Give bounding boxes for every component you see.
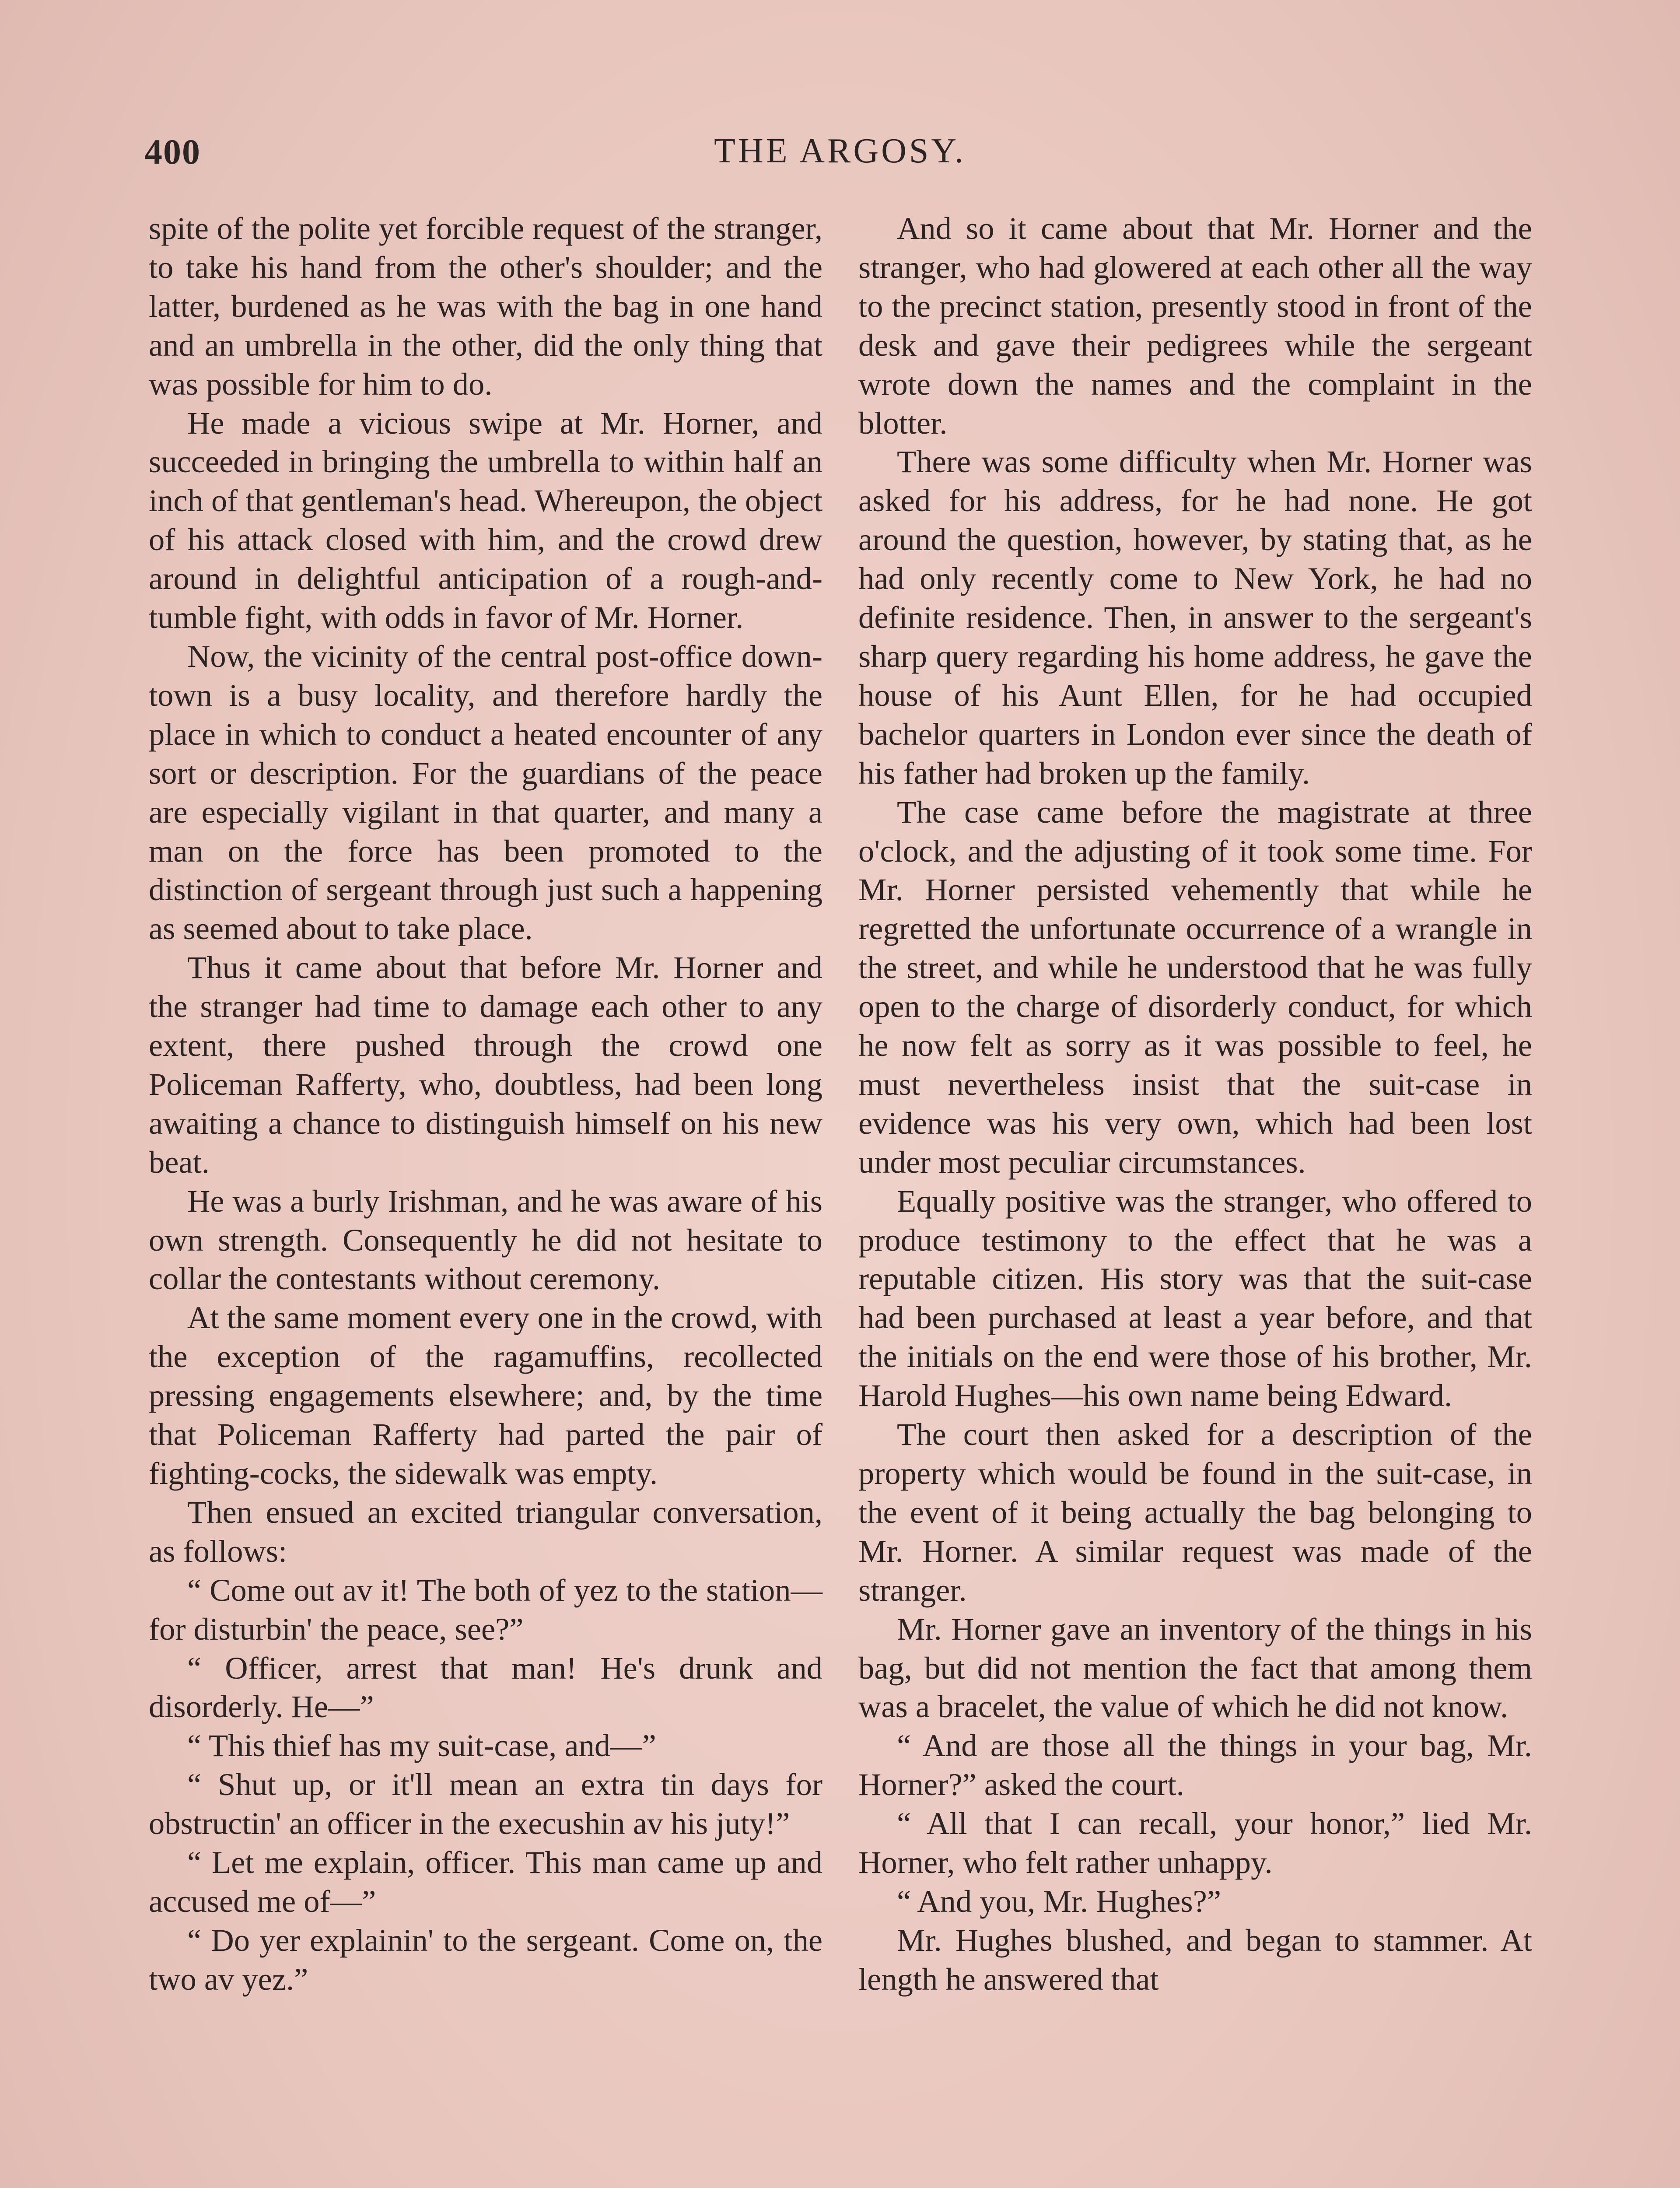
dialogue-line: “ This thief has my suit-case, and—”: [187, 1728, 656, 1764]
paragraph: Thus it came about that before Mr. Horner and the stranger had time to damage each other to any extent, there pushed through the crowd one Policeman Rafferty, who, doubtless, had been long awaiting a chance to distinguish himself on his new beat.: [149, 950, 822, 1180]
running-title: THE ARGOSY.: [714, 132, 966, 170]
page-header: [144, 131, 1536, 179]
dialogue-line: “ Come out av it! The both of yez to the station—for disturbin' the peace, see?”: [149, 1572, 822, 1647]
paragraph: Equally positive was the stranger, who offered to produce testimony to the effect that he was a reputable citizen. His story was that the suit-case had been purchased at least a year before, and that the initials on the end were those of his brother, Mr. Harold Hughes—his own name being Edward.: [858, 1183, 1532, 1413]
paragraph: He was a burly Irishman, and he was aware of his own strength. Consequently he did not hesitate to collar the contestants without ceremony.: [149, 1183, 822, 1297]
dialogue-line: “ And are those all the things in your bag, Mr. Horner?” asked the court.: [858, 1728, 1532, 1802]
paragraph: Mr. Horner gave an inventory of the things in his bag, but did not mention the fact that among them was a bracelet, the value of which he did not know.: [858, 1611, 1532, 1725]
paragraph: The court then asked for a description of the property which would be found in the suit-case, in the event of it being actually the bag belonging to Mr. Horner. A similar request was made of the stranger.: [858, 1417, 1532, 1608]
paragraph: There was some difficulty when Mr. Horner was asked for his address, for he had none. He got around the question, however, by stating that, as he had only recently come to New York, he had no definite residence. Then, in answer to the sergeant's sharp query regarding his home address, he gave the house of his Aunt Ellen, for he had occupied bachelor quarters in London ever since the death of his father had broken up the family.: [858, 444, 1532, 791]
dialogue-line: “ Do yer explainin' to the sergeant. Come on, the two av yez.”: [149, 1922, 822, 1997]
page-number: 400: [144, 132, 201, 172]
dialogue-line: “ All that I can recall, your honor,” lied Mr. Horner, who felt rather unhappy.: [858, 1806, 1532, 1880]
dialogue-line: “ And you, Mr. Hughes?”: [897, 1883, 1222, 1919]
dialogue-line: “ Let me explain, officer. This man came up and accused me of—”: [149, 1844, 822, 1919]
paragraph: Mr. Hughes blushed, and began to stammer. At length he answered that: [858, 1922, 1532, 1997]
right-column: [858, 209, 1532, 1999]
paragraph: At the same moment every one in the crowd, with the exception of the ragamuffins, recollected pressing engagements elsewhere; and, by the time that Policeman Rafferty had parted the pair of fighting-cocks, the sidewalk was empty.: [149, 1300, 822, 1491]
dialogue-line: “ Officer, arrest that man! He's drunk and disorderly. He—”: [149, 1650, 822, 1725]
paragraph: Now, the vicinity of the central post-office down-town is a busy locality, and therefore hardly the place in which to conduct a heated encounter of any sort or description. For the guardians of the peace are especially vigilant in that quarter, and many a man on the force has been promoted to the distinction of sergeant through just such a happening as seemed about to take place.: [149, 638, 822, 947]
paragraph: Then ensued an excited triangular conversation, as follows:: [149, 1494, 822, 1569]
paragraph: spite of the polite yet forcible request of the stranger, to take his hand from the other's shoulder; and the latter, burdened as he was with the bag in one hand and an umbrella in the other, did the only thing that was possible for him to do.: [149, 210, 822, 402]
paragraph: And so it came about that Mr. Horner and the stranger, who had glowered at each other all the way to the precinct station, presently stood in front of the desk and gave their pedigrees while the sergeant wrote down the names and the complaint in the blotter.: [858, 210, 1532, 441]
left-column: [149, 209, 822, 1999]
paragraph: The case came before the magistrate at three o'clock, and the adjusting of it took some time. For Mr. Horner persisted vehemently that while he regretted the unfortunate occurrence of a wrangle in the street, and while he understood that he was fully open to the charge of disorderly conduct, for which he now felt as sorry as it was possible to feel, he must nevertheless insist that the suit-case in evidence was his very own, which had been lost under most peculiar circumstances.: [858, 794, 1532, 1180]
dialogue-line: “ Shut up, or it'll mean an extra tin days for obstructin' an officer in the execushin av his juty!”: [149, 1767, 822, 1841]
paragraph: He made a vicious swipe at Mr. Horner, and succeeded in bringing the umbrella to within half an inch of that gentleman's head. Whereupon, the object of his attack closed with him, and the crowd drew around in delightful anticipation of a rough-and-tumble fight, with odds in favor of Mr. Horner.: [149, 405, 822, 635]
